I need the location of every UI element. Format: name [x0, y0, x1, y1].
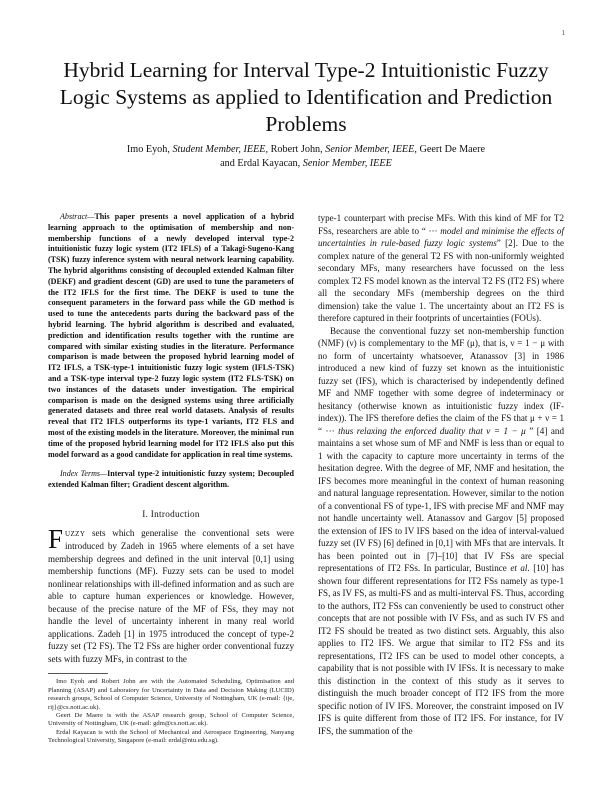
left-column	[48, 212, 294, 746]
etal-text: et al.	[510, 563, 530, 573]
footnote: Imo Eyoh and Robert John are with the Automated Scheduling, Optimisation and Planning (ASAP) and Laboratory for Uncertainty in Data and Decision Making (LUCID) research groups, School of Computer Science, University of Nottingham, UK (e-mail: {ije, rij}@cs.nott.ac.uk).	[48, 678, 294, 711]
footnote-rule	[48, 673, 108, 674]
author-name: and Erdal Kayacan,	[220, 158, 301, 169]
author-role: Senior Member, IEEE	[302, 158, 392, 169]
right-column	[318, 212, 564, 737]
body-text: [10] has shown four different representations for IT2 FSs namely as type-1 FS, as IV FS, as multi-FS and as multi-interval FS. Thus, according to the authors, IT2 FSs can conveniently be used to construct other concepts that are not possible with IV FSs, and as such IV FS and IT2 FS should be treated as two distinct sets. Arguably, this also applies to IT2 IFS. We argue that similar to IT2 FSs and its representations, IT2 IFS can be used to model other concepts, a capability that is not possible with IV IFSs. It is necessary to make this distinction in the context of this study as it serves to distinguish the much broader concept of IT2 IFS from the more specific notion of IV IFS. Moreover, the constraint imposed on IV IFS is quite different from those of IT2 IFS. For instance, for IV IFS, the summation of the	[318, 563, 565, 736]
section-heading: I. Introduction	[142, 508, 200, 519]
paper-title: Hybrid Learning for Interval Type-2 Intuitionistic Fuzzy Logic Systems as applied to Identification and Prediction Problems	[59, 58, 553, 136]
footnote: Erdal Kayacan is with the School of Mechanical and Aerospace Engineering, Nanyang Technological University, Singapore (e-mail: erdal@ntu.edu.sg).	[48, 728, 294, 745]
intro-text: sets which generalise the conventional sets were introduced by Zadeh in 1965 where elements of a set have membership degrees and defined in the unit interval [0,1] using membership functions (MF). Fuzzy sets can be used to model nonlinear relationships with ill-defined information and as such are able to capture human experiences or knowledge. However, because of the precise nature of the MF of FSs, they may not handle the level of uncertainty inherent in many real world applications. Zadeh [1] in 1975 introduced the concept of type-2 fuzzy set (T2 FS). The T2 FSs are higher order conventional fuzzy sets with fuzzy MFs, in contrast to the	[48, 527, 294, 664]
quoted-text: thus relaxing the enforced duality that ν = 1 − μ	[338, 425, 526, 436]
author-role: Senior Member, IEEE,	[325, 144, 417, 155]
intro-paragraph	[48, 523, 294, 666]
author-name: Geert De Maere	[419, 144, 486, 155]
author-name: Robert John,	[270, 144, 323, 155]
body-text: ” [2]. Due to the complex nature of the general T2 FS with non-uniformly weighted secondary MFs, many researchers have focussed on the less complex T2 FS model known as the interval T2 FS (IT2 FS) where all the secondary MFs (membership degrees on the third dimension) take the value 1. The uncertainty about an IT2 FS is therefore captured in their footprints of uncertainties (FOUs).	[318, 238, 564, 323]
author-name: Imo Eyoh,	[126, 144, 170, 155]
index-terms-label: Index Terms—	[60, 469, 108, 479]
author-list	[60, 143, 552, 171]
author-role: Student Member, IEEE,	[172, 144, 269, 155]
drop-cap: F	[48, 523, 64, 554]
abstract-text: This paper presents a novel application of a hybrid learning approach to the optimisation of membership and non-membership functions of a newly developed interval type-2 intuitionistic fuzzy logic system (IT2 IFLS) of a Takagi-Sugeno-Kang (TSK) fuzzy inference system with neural network learning capability. The hybrid algorithms consisting of decoupled extended Kalman filter (DEKF) and gradient descent (GD) are used to tune the parameters of the IT2 IFLS for the first time. The DEKF is used to tune the consequent parameters in the forward pass while the GD method is used to tune the antecedents parts during the backward pass of the hybrid learning. The hybrid algorithm is described and evaluated, prediction and identification results together with the runtime are compared with similar existing studies in the literature. Performance comparison is made between the proposed hybrid learning model of IT2 IFLS, a TSK-type-1 intuitionistic fuzzy logic system (IFLS-TSK) and a TSK-type interval type-2 fuzzy logic system (IT2 FLS-TSK) on two instances of the datasets under investigation. The empirical comparison is made on the designed systems using three artificially generated datasets and three real world datasets. Analysis of results reveal that IT2 IFLS outperforms its type-1 variants, IT2 FLS and most of the existing models in the literature. Moreover, the minimal run time of the proposed hybrid learning model for IT2 IFLS also put this model forward as a good candidate for application in real time systems.	[48, 212, 294, 459]
body-text: ” [4] and maintains a set whose sum of MF and NMF is less than or equal to 1 with the capacity to capture more uncertainty in terms of the hesitation degree. With the degree of MF, NMF and hesitation, the IFS becomes more meaningful in the context of human reasoning and natural language representation. However, similar to the notion of a conventional FS of type-1, IFS with precise MF and NMF may not handle uncertainty well. Atanassov and Gargov [5] proposed the extension of IFS to IV IFS based on the idea of interval-valued fuzzy set (IV FS) [6] defined in [0,1] with MFs that are intervals. It has been pointed out in [7]–[10] that IV FSs are special representations of IT2 FSs. In particular, Bustince	[318, 425, 564, 573]
footnotes	[48, 678, 294, 745]
abstract-label: Abstract—	[60, 212, 95, 221]
index-terms	[48, 469, 294, 491]
page-number: 1	[561, 29, 565, 37]
body-text: Because the conventional fuzzy set non-membership function (NMF) (ν) is complementary to the MF (μ), that is, ν = 1 − μ with no form of uncertainty whatsoever, Atanassov [3] in 1986 introduced a new kind of fuzzy set known as the intuitionistic fuzzy set (IFS), which is characterised by independently defined MF and NMF together with some degree of indeterminacy or hesitancy (otherwise known as intuitionistic fuzzy index (IF-index)). The IFS therefore defies the claim of the FS that μ + ν = 1 “ ···	[318, 325, 564, 436]
footnote: Geert De Maere is with the ASAP research group, School of Computer Science, University of Nottingham, UK (e-mail: gdm@cs.nott.ac.uk).	[48, 712, 294, 728]
body-paragraph	[318, 325, 564, 738]
quoted-text: model and minimise the effects of uncertainties in rule-based fuzzy logic systems	[318, 225, 564, 248]
body-text: type-1 counterpart with precise MFs. With this kind of MF for T2 FSs, researchers are able to “ ···	[318, 213, 564, 236]
smallcaps-word: UZZY	[65, 529, 86, 538]
body-paragraph	[318, 212, 564, 325]
abstract	[48, 212, 294, 460]
index-terms-text: Interval type-2 intuitionistic fuzzy system; Decoupled extended Kalman filter; Gradient descent algorithm.	[48, 469, 294, 490]
